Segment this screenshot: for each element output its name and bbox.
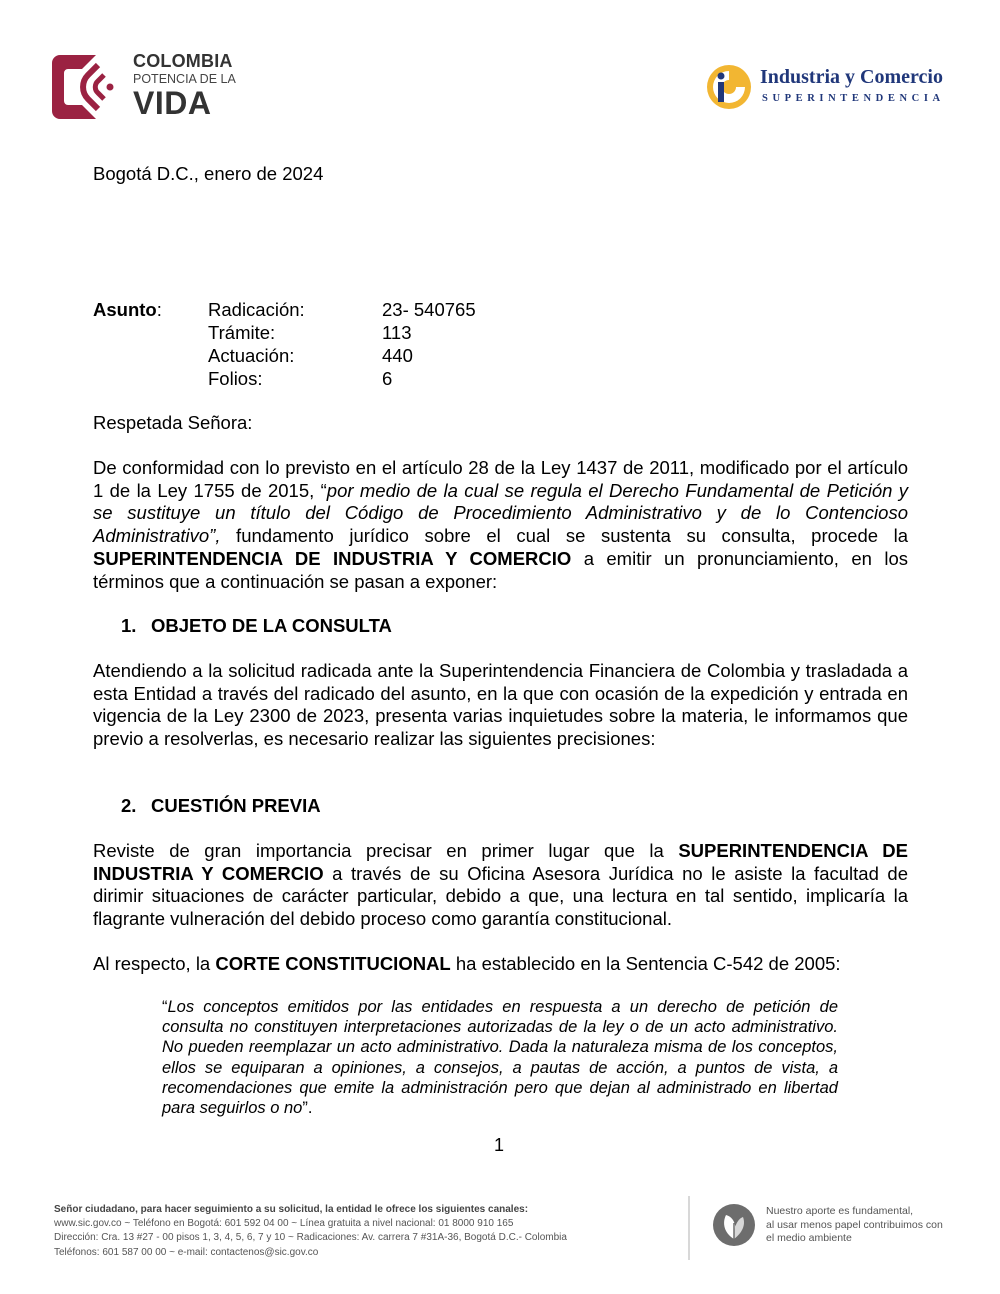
- footer-eco-message: [766, 1205, 943, 1246]
- eco-leaf-icon: [712, 1203, 756, 1251]
- footer-contact-info: [54, 1203, 567, 1260]
- subject-value-tramite: 113: [382, 322, 412, 343]
- section-heading-objeto: 1. OBJETO DE LA CONSULTA: [121, 615, 392, 636]
- page-number: 1: [494, 1135, 505, 1155]
- logo-text-colombia: COLOMBIA: [133, 51, 233, 71]
- colombia-logo-mark-icon: [52, 55, 114, 119]
- eco-line-2: al usar menos papel contribuimos con: [766, 1218, 943, 1231]
- eco-line-3: el medio ambiente: [766, 1232, 852, 1244]
- logo-text-potencia: POTENCIA DE LA: [133, 72, 236, 86]
- subject-value-actuacion: 440: [382, 345, 413, 366]
- footer-line-email: Teléfonos: 601 587 00 00 ~ e-mail: contactenos@sic.gov.co: [54, 1246, 319, 1258]
- sic-logo-subtitle: SUPERINTENDENCIA: [762, 93, 945, 104]
- subject-value-radicacion: 23- 540765: [382, 299, 476, 320]
- intro-paragraph: De conformidad con lo previsto en el artículo 28 de la Ley 1437 de 2011, modificado por el artículo 1 de la Ley 1755 de 2015, “por medio de la cual se regula el Derecho Fundamental de Petición y se sustituye un título del Código de Procedimiento Administrativo y de lo Contencioso Administrativo”, fundamento jurídico sobre el cual se sustenta su consulta, procede la SUPERINTENDENCIA DE INDUSTRIA Y COMERCIO a emitir un pronunciamiento, en los términos que a continuación se pasan a exponer:: [93, 457, 909, 592]
- subject-label: Asunto:: [93, 299, 162, 320]
- footer-title: Señor ciudadano, para hacer seguimiento a su solicitud, la entidad le ofrece los siguientes canales:: [54, 1204, 529, 1215]
- logo-text-vida: VIDA: [133, 84, 212, 121]
- section-heading-cuestion-previa: 2. CUESTIÓN PREVIA: [121, 795, 321, 816]
- sentencia-quote: “Los conceptos emitidos por las entidades en respuesta a un derecho de petición de consulta no constituyen interpretaciones autorizadas de la ley o de un acto administrativo. No pueden reemplazar un acto administrativo. Dada la naturaleza misma de los conceptos, ellos se equiparan a opiniones, a consejos, a pautas de acción, a puntos de vista, a recomendaciones que emite la administración pero que dejan al administrado en libertad para seguirlos o no”.: [162, 998, 838, 1118]
- corte-constitucional-line: Al respecto, la CORTE CONSTITUCIONAL ha establecido en la Sentencia C-542 de 2005:: [93, 953, 841, 974]
- footer-line-web-phone: www.sic.gov.co ~ Teléfono en Bogotá: 601 592 04 00 ~ Línea gratuita a nivel nacional: 01 8000 910 165: [54, 1218, 514, 1230]
- sic-logo-mark-icon: [706, 62, 752, 112]
- subject-key-radicacion: Radicación:: [208, 299, 305, 320]
- subject-key-folios: Folios:: [208, 368, 263, 389]
- sic-logo-title: Industria y Comercio: [760, 66, 943, 88]
- eco-line-1: Nuestro aporte es fundamental,: [766, 1205, 914, 1217]
- colombia-potencia-de-la-vida-logo: [52, 50, 252, 125]
- subject-key-actuacion: Actuación:: [208, 345, 295, 366]
- subject-value-folios: 6: [382, 368, 393, 389]
- salutation: Respetada Señora:: [93, 412, 253, 433]
- section1-paragraph: Atendiendo a la solicitud radicada ante la Superintendencia Financiera de Colombia y trasladada a esta Entidad a través del radicado del asunto, en la que con ocasión de la expedición y entrada en vigencia de la Ley 2300 de 2023, presenta varias inquietudes sobre la materia, le informamos que previo a resolverlas, es necesario realizar las siguientes precisiones:: [93, 660, 908, 750]
- footer-divider: [688, 1196, 690, 1260]
- footer-line-address: Dirección: Cra. 13 #27 - 00 pisos 1, 3, 4, 5, 6, 7 y 10 ~ Radicaciones: Av. carrera 7 #31A-36, Bogotá D.C.- Colombia: [54, 1232, 567, 1244]
- section2-paragraph: Reviste de gran importancia precisar en primer lugar que la SUPERINTENDENCIA DE INDUSTRIA Y COMERCIO a través de su Oficina Asesora Jurídica no le asiste la facultad de dirimir situaciones de carácter particular, debido a que, una lectura en tal sentido, implicaría la flagrante vulneración del debido proceso como garantía constitucional.: [93, 840, 909, 930]
- industria-y-comercio-logo: [706, 60, 951, 115]
- subject-key-tramite: Trámite:: [208, 322, 276, 343]
- document-date: Bogotá D.C., enero de 2024: [93, 163, 324, 184]
